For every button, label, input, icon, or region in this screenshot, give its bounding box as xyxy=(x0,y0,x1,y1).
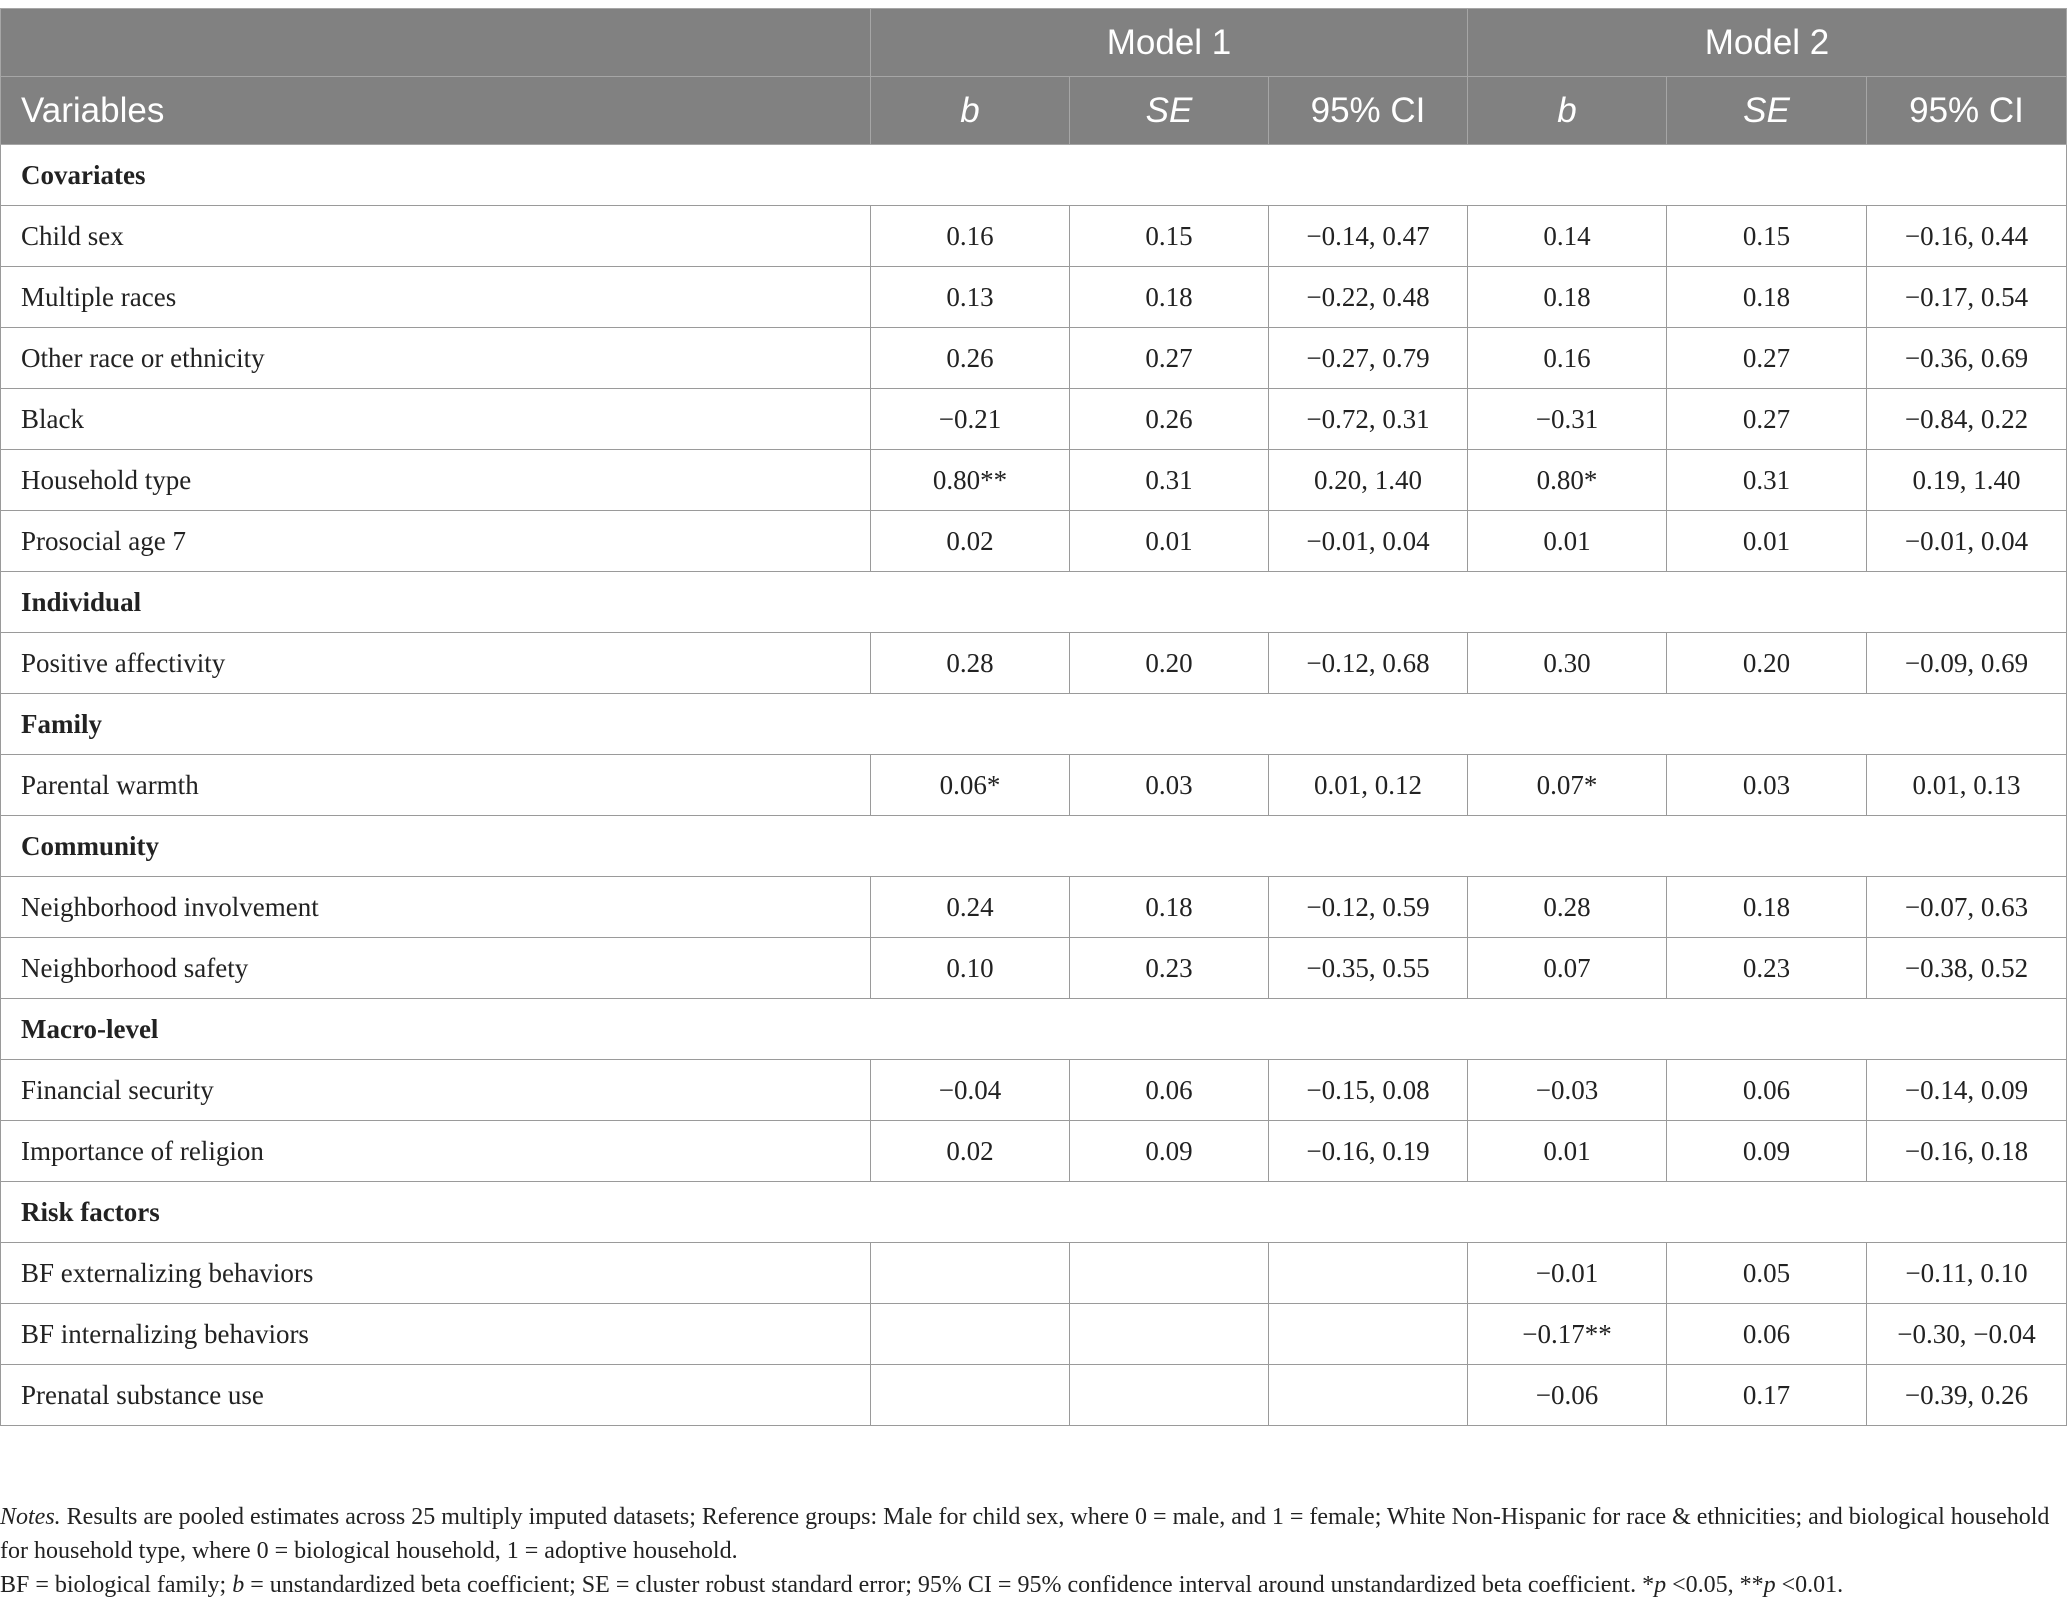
table-row xyxy=(1,1304,2067,1365)
cell-m1-b: 0.02 xyxy=(871,1121,1070,1182)
section-row xyxy=(1,999,2067,1060)
cell-m1-se: 0.06 xyxy=(1070,1060,1269,1121)
cell-m2-b: −0.31 xyxy=(1468,389,1667,450)
abbreviations-paragraph xyxy=(0,1568,2060,1602)
cell-m1-ci: −0.35, 0.55 xyxy=(1269,938,1468,999)
variables-header: Variables xyxy=(1,77,871,145)
section-row xyxy=(1,145,2067,206)
cell-m2-ci: −0.17, 0.54 xyxy=(1867,267,2067,328)
cell-m1-ci: −0.14, 0.47 xyxy=(1269,206,1468,267)
cell-m1-ci: 0.01, 0.12 xyxy=(1269,755,1468,816)
cell-m2-ci: −0.09, 0.69 xyxy=(1867,633,2067,694)
cell-m1-ci xyxy=(1269,1243,1468,1304)
cell-m2-ci: −0.07, 0.63 xyxy=(1867,877,2067,938)
table-row xyxy=(1,938,2067,999)
section-title: Individual xyxy=(1,572,2067,633)
cell-m2-b: 0.14 xyxy=(1468,206,1667,267)
cell-m2-se: 0.27 xyxy=(1667,328,1867,389)
cell-m2-se: 0.17 xyxy=(1667,1365,1867,1426)
results-table xyxy=(0,8,2067,1426)
cell-m1-b: 0.02 xyxy=(871,511,1070,572)
notes-paragraph xyxy=(0,1500,2060,1568)
cell-m2-ci: 0.19, 1.40 xyxy=(1867,450,2067,511)
cell-m1-b: 0.16 xyxy=(871,206,1070,267)
table-row xyxy=(1,206,2067,267)
cell-m2-b: 0.01 xyxy=(1468,1121,1667,1182)
table-row xyxy=(1,328,2067,389)
cell-m2-b: −0.01 xyxy=(1468,1243,1667,1304)
cell-m2-se: 0.27 xyxy=(1667,389,1867,450)
cell-m2-se: 0.06 xyxy=(1667,1060,1867,1121)
variable-label: BF externalizing behaviors xyxy=(1,1243,871,1304)
cell-m2-ci: −0.01, 0.04 xyxy=(1867,511,2067,572)
cell-m2-se: 0.20 xyxy=(1667,633,1867,694)
cell-m1-se: 0.23 xyxy=(1070,938,1269,999)
variable-label: Child sex xyxy=(1,206,871,267)
cell-m2-ci: −0.84, 0.22 xyxy=(1867,389,2067,450)
variable-label: Other race or ethnicity xyxy=(1,328,871,389)
table-row xyxy=(1,755,2067,816)
cell-m1-b: 0.80** xyxy=(871,450,1070,511)
cell-m1-b: −0.21 xyxy=(871,389,1070,450)
cell-m1-ci: −0.22, 0.48 xyxy=(1269,267,1468,328)
table-row xyxy=(1,389,2067,450)
cell-m1-b: 0.06* xyxy=(871,755,1070,816)
cell-m1-b: 0.13 xyxy=(871,267,1070,328)
cell-m2-ci: −0.11, 0.10 xyxy=(1867,1243,2067,1304)
cell-m2-se: 0.23 xyxy=(1667,938,1867,999)
cell-m1-b: 0.10 xyxy=(871,938,1070,999)
table-notes xyxy=(0,1500,2060,1602)
m1-b-header: b xyxy=(871,77,1070,145)
section-row xyxy=(1,1182,2067,1243)
cell-m1-b xyxy=(871,1365,1070,1426)
cell-m1-se: 0.27 xyxy=(1070,328,1269,389)
cell-m2-b: −0.03 xyxy=(1468,1060,1667,1121)
abbr-part: = unstandardized beta coefficient; SE = cluster robust standard error; 95% CI = 95% confidence interval around unstandardized beta coefficient. * xyxy=(244,1572,1655,1598)
section-title: Covariates xyxy=(1,145,2067,206)
table-header xyxy=(1,9,2067,145)
cell-m2-ci: −0.16, 0.44 xyxy=(1867,206,2067,267)
cell-m2-ci: −0.14, 0.09 xyxy=(1867,1060,2067,1121)
variable-label: Multiple races xyxy=(1,267,871,328)
abbr-italic-b: b xyxy=(232,1572,245,1598)
cell-m2-b: 0.18 xyxy=(1468,267,1667,328)
cell-m1-b xyxy=(871,1304,1070,1365)
cell-m1-b xyxy=(871,1243,1070,1304)
abbr-part: BF = biological family; xyxy=(0,1572,233,1598)
cell-m1-b: 0.24 xyxy=(871,877,1070,938)
cell-m1-se: 0.18 xyxy=(1070,877,1269,938)
cell-m1-se xyxy=(1070,1365,1269,1426)
variable-label: Prosocial age 7 xyxy=(1,511,871,572)
variable-label: BF internalizing behaviors xyxy=(1,1304,871,1365)
cell-m1-ci: −0.01, 0.04 xyxy=(1269,511,1468,572)
section-row xyxy=(1,572,2067,633)
cell-m1-ci: −0.12, 0.68 xyxy=(1269,633,1468,694)
variable-label: Positive affectivity xyxy=(1,633,871,694)
model1-header: Model 1 xyxy=(871,9,1468,77)
cell-m1-se xyxy=(1070,1304,1269,1365)
cell-m2-ci: 0.01, 0.13 xyxy=(1867,755,2067,816)
variable-label: Neighborhood involvement xyxy=(1,877,871,938)
cell-m2-b: 0.28 xyxy=(1468,877,1667,938)
cell-m1-b: 0.28 xyxy=(871,633,1070,694)
abbr-part: <0.05, ** xyxy=(1666,1572,1764,1598)
cell-m2-ci: −0.39, 0.26 xyxy=(1867,1365,2067,1426)
cell-m2-b: 0.30 xyxy=(1468,633,1667,694)
cell-m1-ci xyxy=(1269,1304,1468,1365)
cell-m1-b: −0.04 xyxy=(871,1060,1070,1121)
cell-m1-ci xyxy=(1269,1365,1468,1426)
cell-m1-se: 0.18 xyxy=(1070,267,1269,328)
m2-b-header: b xyxy=(1468,77,1667,145)
variable-label: Prenatal substance use xyxy=(1,1365,871,1426)
cell-m1-se: 0.31 xyxy=(1070,450,1269,511)
m1-se-header: SE xyxy=(1070,77,1269,145)
abbr-italic-p: p xyxy=(1654,1572,1667,1598)
cell-m1-se: 0.26 xyxy=(1070,389,1269,450)
cell-m1-se xyxy=(1070,1243,1269,1304)
table-body xyxy=(1,145,2067,1426)
variable-label: Financial security xyxy=(1,1060,871,1121)
table-row xyxy=(1,511,2067,572)
notes-label: Notes. xyxy=(0,1504,61,1530)
section-title: Risk factors xyxy=(1,1182,2067,1243)
notes-text: Results are pooled estimates across 25 multiply imputed datasets; Reference groups: Male for child sex, where 0 = male, and 1 = female; White Non-Hispanic for race & ethnicities; and biological household for household type, where 0 = biological household, 1 = adoptive household. xyxy=(0,1504,2050,1564)
cell-m1-b: 0.26 xyxy=(871,328,1070,389)
cell-m1-ci: −0.16, 0.19 xyxy=(1269,1121,1468,1182)
cell-m2-b: 0.07 xyxy=(1468,938,1667,999)
cell-m2-se: 0.09 xyxy=(1667,1121,1867,1182)
model2-header: Model 2 xyxy=(1468,9,2067,77)
cell-m2-ci: −0.36, 0.69 xyxy=(1867,328,2067,389)
variable-label: Parental warmth xyxy=(1,755,871,816)
cell-m2-ci: −0.16, 0.18 xyxy=(1867,1121,2067,1182)
table-row xyxy=(1,1365,2067,1426)
cell-m1-se: 0.01 xyxy=(1070,511,1269,572)
cell-m1-se: 0.15 xyxy=(1070,206,1269,267)
cell-m2-se: 0.31 xyxy=(1667,450,1867,511)
abbr-italic-p: p xyxy=(1763,1572,1776,1598)
variable-label: Importance of religion xyxy=(1,1121,871,1182)
cell-m2-b: 0.07* xyxy=(1468,755,1667,816)
cell-m2-b: 0.80* xyxy=(1468,450,1667,511)
m1-ci-header: 95% CI xyxy=(1269,77,1468,145)
cell-m2-b: 0.16 xyxy=(1468,328,1667,389)
table-row xyxy=(1,267,2067,328)
table-row xyxy=(1,633,2067,694)
cell-m2-se: 0.05 xyxy=(1667,1243,1867,1304)
m2-ci-header: 95% CI xyxy=(1867,77,2067,145)
section-row xyxy=(1,816,2067,877)
variable-label: Household type xyxy=(1,450,871,511)
section-row xyxy=(1,694,2067,755)
variable-label: Neighborhood safety xyxy=(1,938,871,999)
table-row xyxy=(1,1121,2067,1182)
cell-m1-ci: −0.12, 0.59 xyxy=(1269,877,1468,938)
cell-m1-ci: −0.27, 0.79 xyxy=(1269,328,1468,389)
table-row xyxy=(1,877,2067,938)
cell-m1-se: 0.03 xyxy=(1070,755,1269,816)
section-title: Community xyxy=(1,816,2067,877)
table-row xyxy=(1,1243,2067,1304)
cell-m2-b: −0.06 xyxy=(1468,1365,1667,1426)
cell-m1-ci: 0.20, 1.40 xyxy=(1269,450,1468,511)
cell-m1-ci: −0.72, 0.31 xyxy=(1269,389,1468,450)
table-row xyxy=(1,1060,2067,1121)
cell-m2-b: 0.01 xyxy=(1468,511,1667,572)
cell-m2-ci: −0.38, 0.52 xyxy=(1867,938,2067,999)
cell-m2-se: 0.18 xyxy=(1667,877,1867,938)
cell-m2-b: −0.17** xyxy=(1468,1304,1667,1365)
cell-m2-se: 0.01 xyxy=(1667,511,1867,572)
cell-m2-se: 0.15 xyxy=(1667,206,1867,267)
column-header-row xyxy=(1,77,2067,145)
cell-m2-se: 0.03 xyxy=(1667,755,1867,816)
cell-m2-se: 0.18 xyxy=(1667,267,1867,328)
section-title: Macro-level xyxy=(1,999,2067,1060)
cell-m1-se: 0.09 xyxy=(1070,1121,1269,1182)
cell-m2-se: 0.06 xyxy=(1667,1304,1867,1365)
m2-se-header: SE xyxy=(1667,77,1867,145)
model-header-row xyxy=(1,9,2067,77)
section-title: Family xyxy=(1,694,2067,755)
empty-header-cell xyxy=(1,9,871,77)
cell-m1-se: 0.20 xyxy=(1070,633,1269,694)
abbr-part: <0.01. xyxy=(1775,1572,1844,1598)
cell-m2-ci: −0.30, −0.04 xyxy=(1867,1304,2067,1365)
table-row xyxy=(1,450,2067,511)
cell-m1-ci: −0.15, 0.08 xyxy=(1269,1060,1468,1121)
variable-label: Black xyxy=(1,389,871,450)
